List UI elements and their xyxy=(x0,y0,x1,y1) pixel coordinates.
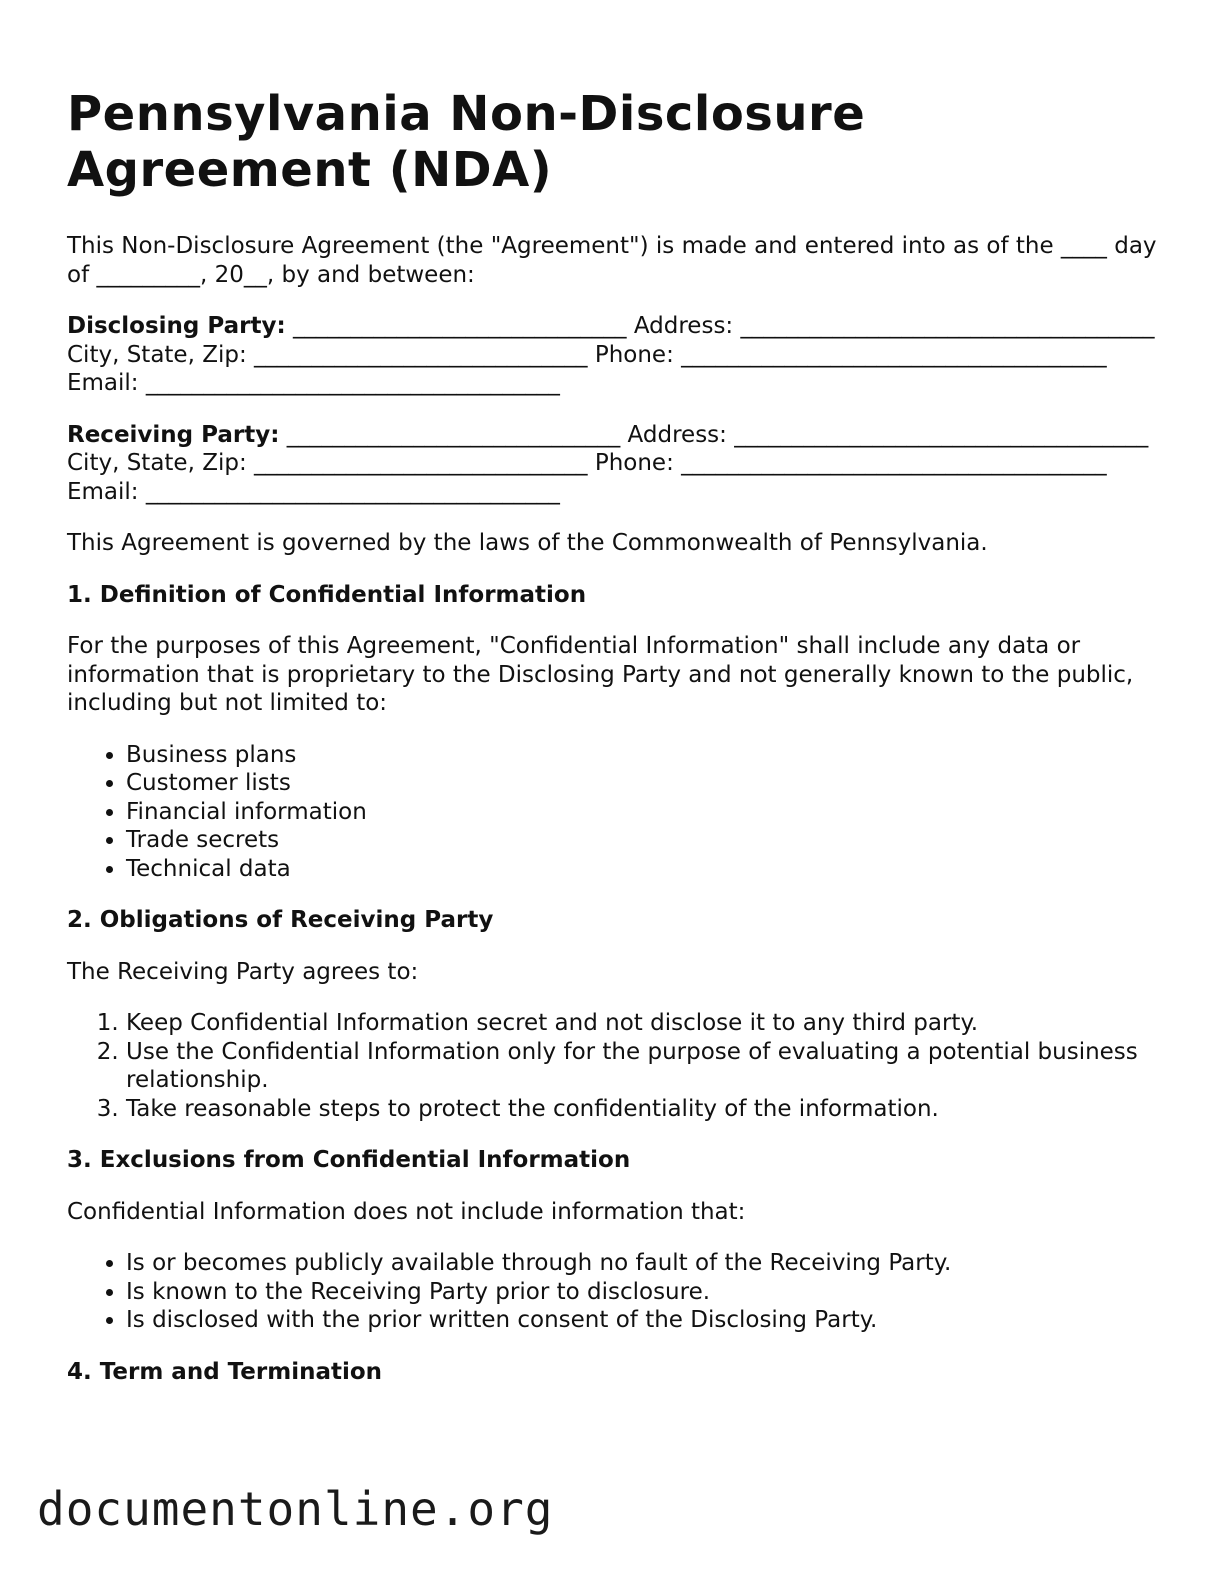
list-item: • Trade secrets xyxy=(126,826,1177,855)
disclosing-party-fields: _____________________________ Address: ____________________________________ City, State, Zip: _____________________________ Phone: _____________________________________ Email: ____________________________________ xyxy=(67,313,1155,396)
list-item: • Financial information xyxy=(126,798,1177,827)
disclosing-party-label: Disclosing Party: xyxy=(67,313,286,339)
receiving-party-fields: _____________________________ Address: ____________________________________ City, State, Zip: _____________________________ Phone: _____________________________________ Email: ____________________________________ xyxy=(67,421,1149,505)
list-item: • Customer lists xyxy=(126,769,1177,798)
confidential-info-list xyxy=(67,741,1177,884)
disclosing-party-block xyxy=(67,312,1177,398)
list-item: • Business plans xyxy=(126,741,1177,770)
list-item: • Is known to the Receiving Party prior to disclosure. xyxy=(126,1278,1177,1307)
section-1-heading: 1. Definition of Confidential Information xyxy=(67,581,587,608)
intro-paragraph: This Non-Disclosure Agreement (the "Agreement") is made and entered into as of the ____ day of _________, 20__, by and between: xyxy=(67,233,1157,288)
obligations-list xyxy=(67,1009,1177,1123)
section-4-heading: 4. Term and Termination xyxy=(67,1358,383,1385)
section-2-paragraph: The Receiving Party agrees to: xyxy=(67,958,419,985)
document-page xyxy=(67,86,1177,1386)
list-item: 3. Take reasonable steps to protect the confidentiality of the information. xyxy=(126,1095,1177,1124)
receiving-party-block xyxy=(67,421,1177,507)
receiving-party-label: Receiving Party: xyxy=(67,421,280,448)
list-item: 2. Use the Confidential Information only for the purpose of evaluating a potential business relationship. xyxy=(126,1038,1177,1095)
list-item: • Is or becomes publicly available through no fault of the Receiving Party. xyxy=(126,1249,1177,1278)
section-2-heading: 2. Obligations of Receiving Party xyxy=(67,907,494,933)
section-3-paragraph: Confidential Information does not include information that: xyxy=(67,1198,746,1225)
watermark: documentonline.org xyxy=(37,1482,554,1536)
list-item: • Technical data xyxy=(126,855,1177,884)
exclusions-list xyxy=(67,1249,1177,1335)
list-item: 1. Keep Confidential Information secret and not disclose it to any third party. xyxy=(126,1009,1177,1038)
governing-law-paragraph: This Agreement is governed by the laws of the Commonwealth of Pennsylvania. xyxy=(67,530,988,556)
page-title: Pennsylvania Non-Disclosure Agreement (NDA) xyxy=(67,86,866,198)
list-item: • Is disclosed with the prior written consent of the Disclosing Party. xyxy=(126,1306,1177,1335)
section-3-heading: 3. Exclusions from Confidential Information xyxy=(67,1147,631,1173)
section-1-paragraph: For the purposes of this Agreement, "Confidential Information" shall include any data or information that is proprietary to the Disclosing Party and not generally known to the public, including but not limited to: xyxy=(67,633,1134,716)
